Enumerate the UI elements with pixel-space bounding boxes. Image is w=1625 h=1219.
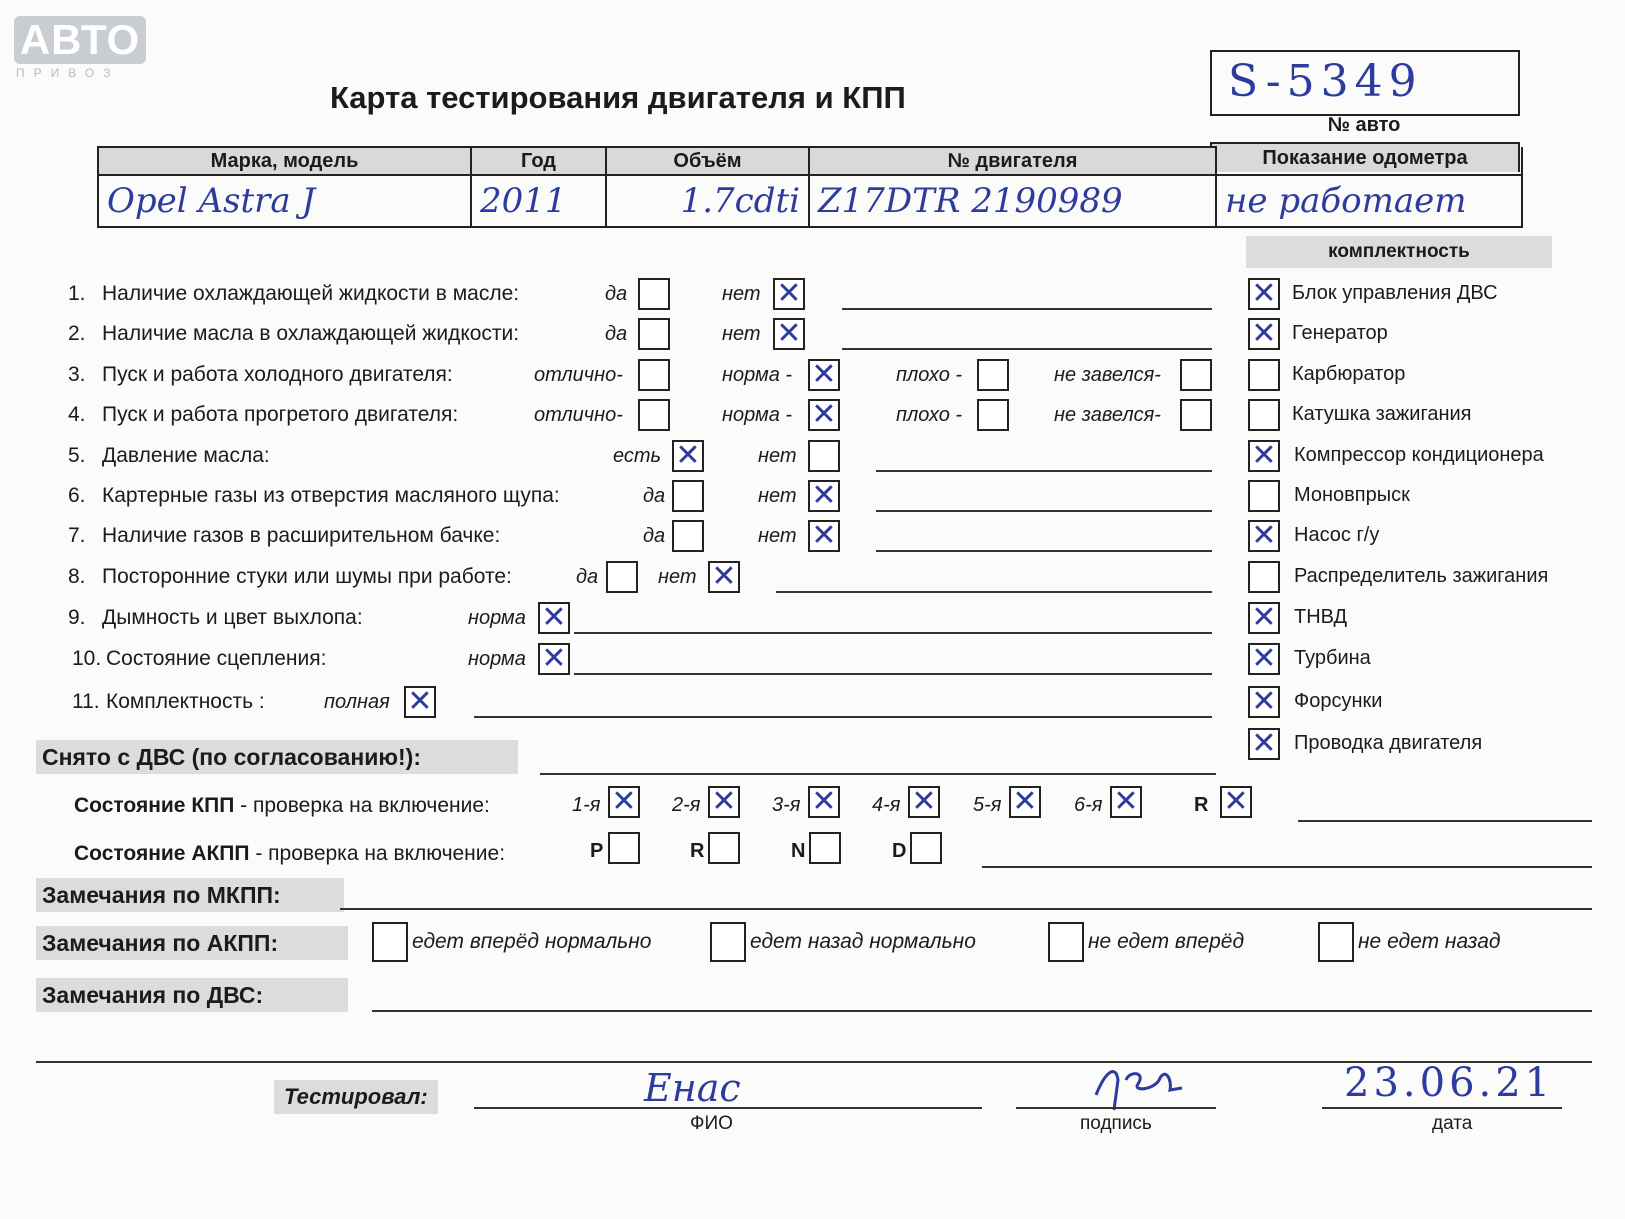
gear-label: 2-я [672,794,701,816]
komplekt-checkbox[interactable] [1248,728,1280,760]
mode-label: D [892,840,907,862]
check-box[interactable] [404,686,436,718]
komplekt-checkbox[interactable] [1248,399,1280,431]
odometer-value[interactable]: не работает [1216,175,1522,227]
gear-label: 3-я [772,794,801,816]
check-mark: ✕ [811,397,837,432]
auto-number-box[interactable] [1210,50,1520,116]
check-box[interactable] [808,520,840,552]
option-label: плохо - [896,404,963,426]
gear-checkbox[interactable] [908,786,940,818]
gear-label: 4-я [872,794,901,816]
option-label: полная [324,691,390,713]
check-num: 1. [68,282,86,305]
engine-no-value[interactable]: Z17DTR 2190989 [809,175,1216,227]
check-label: Пуск и работа холодного двигателя: [102,363,453,386]
sign-line[interactable] [1016,1107,1216,1109]
check-box[interactable] [808,480,840,512]
check-box[interactable] [1180,399,1212,431]
option-label: отлично- [534,364,623,386]
gear-checkbox[interactable] [1009,786,1041,818]
check-label: Давление масла: [102,444,270,467]
answer-line[interactable] [876,510,1212,512]
option-label: норма [468,607,526,629]
date-label: дата [1432,1113,1473,1134]
gear-label: R [1194,794,1209,816]
option-label: отлично- [534,404,623,426]
check-num: 7. [68,524,86,547]
option-label: да [643,525,666,547]
komplekt-item-label: Распределитель зажигания [1294,565,1549,587]
gear-checkbox[interactable] [808,786,840,818]
check-mark: ✕ [1251,726,1277,761]
model-value[interactable]: Opel Astra J [98,175,471,227]
kpp-line[interactable] [1298,820,1592,822]
check-num: 2. [68,322,86,345]
komplekt-item-label: Моновпрыск [1294,484,1410,506]
check-mark: ✕ [711,784,737,819]
check-mark: ✕ [541,600,567,635]
answer-line[interactable] [842,348,1212,350]
col-year: Год [471,147,606,175]
option-label: да [605,283,628,305]
check-box[interactable] [638,318,670,350]
notes-dvs-label: Замечания по ДВС: [36,978,348,1012]
komplekt-checkbox[interactable] [1248,520,1280,552]
check-label: Картерные газы из отверстия масляного щупа: [102,484,560,507]
komplekt-item-label: ТНВД [1294,606,1348,628]
notes-dvs-line[interactable] [372,1010,1592,1012]
removed-label: Снято с ДВС (по согласованию!): [36,740,518,774]
check-box[interactable] [1180,359,1212,391]
option-label: норма - [722,404,793,426]
page-title: Карта тестирования двигателя и КПП [330,80,906,115]
check-mark: ✕ [1251,316,1277,351]
removed-line[interactable] [540,773,1216,775]
gear-label: 1-я [572,794,601,816]
check-mark: ✕ [811,784,837,819]
check-label: Посторонние стуки или шумы при работе: [102,565,512,588]
check-mark: ✕ [811,357,837,392]
kpp-label: Состояние КПП - проверка на включение: [74,794,490,817]
check-mark: ✕ [1251,600,1277,635]
option-label: нет [758,485,797,507]
fio-label: ФИО [690,1113,733,1134]
option-label: да [605,323,628,345]
komplekt-checkbox[interactable] [1248,318,1280,350]
check-box[interactable] [672,520,704,552]
year-value[interactable]: 2011 [471,175,606,227]
check-num: 10. [72,647,102,670]
mode-checkbox[interactable] [809,832,841,864]
komplekt-checkbox[interactable] [1248,278,1280,310]
check-box[interactable] [672,440,704,472]
check-box[interactable] [638,278,670,310]
check-num: 4. [68,403,86,426]
check-mark: ✕ [776,276,802,311]
komplekt-checkbox[interactable] [1248,359,1280,391]
check-mark: ✕ [811,518,837,553]
check-box[interactable] [638,359,670,391]
check-num: 6. [68,484,86,507]
watermark-sub: ПРИВОЗ [16,66,120,80]
check-box[interactable] [606,561,638,593]
akpp-option-checkbox[interactable] [1318,922,1354,962]
check-mark: ✕ [1251,641,1277,676]
komplekt-item-label: Турбина [1294,647,1371,669]
col-model: Марка, модель [98,147,471,175]
check-mark: ✕ [1012,784,1038,819]
option-label: есть [613,445,662,467]
option-label: нет [658,566,697,588]
option-label: не завелся- [1054,364,1161,386]
akpp-option-checkbox[interactable] [1048,922,1084,962]
fio-line[interactable] [474,1107,982,1109]
check-label: Дымность и цвет выхлопа: [102,606,363,629]
check-num: 11. [72,690,100,713]
gear-label: 6-я [1074,794,1103,816]
check-mark: ✕ [811,478,837,513]
check-label: Наличие охлаждающей жидкости в масле: [102,282,520,305]
komplekt-checkbox[interactable] [1248,643,1280,675]
komplekt-checkbox[interactable] [1248,440,1280,472]
check-num: 8. [68,565,86,588]
volume-value[interactable]: 1.7cdti [606,175,809,227]
check-mark: ✕ [911,784,937,819]
check-mark: ✕ [407,684,433,719]
sign-label: подпись [1080,1113,1152,1134]
check-box[interactable] [773,318,805,350]
odometer-header: Показание одометра [1210,142,1520,172]
check-mark: ✕ [711,559,737,594]
check-box[interactable] [773,278,805,310]
check-mark: ✕ [1251,276,1277,311]
option-label: да [576,566,599,588]
mode-label: R [690,840,705,862]
signature-image [1086,1050,1196,1120]
akpp-option-label: едет назад нормально [750,930,976,953]
komplekt-checkbox[interactable] [1248,561,1280,593]
option-label: нет [758,445,797,467]
gear-checkbox[interactable] [708,786,740,818]
answer-line[interactable] [574,632,1212,634]
check-mark: ✕ [541,641,567,676]
date-line[interactable] [1322,1107,1562,1109]
answer-line[interactable] [842,308,1212,310]
check-box[interactable] [808,440,840,472]
col-engine-no: № двигателя [809,147,1216,175]
check-box[interactable] [977,399,1009,431]
mode-label: N [791,840,806,862]
notes-mkpp-label: Замечания по МКПП: [36,878,344,912]
vehicle-table [97,146,1523,228]
check-num: 9. [68,606,86,629]
check-box[interactable] [638,399,670,431]
komplekt-header: комплектность [1246,236,1552,268]
tested-label: Тестировал: [274,1080,438,1114]
answer-line[interactable] [876,470,1212,472]
mode-checkbox[interactable] [708,832,740,864]
akpp-option-checkbox[interactable] [710,922,746,962]
mode-checkbox[interactable] [910,832,942,864]
check-box[interactable] [708,561,740,593]
option-label: нет [722,323,761,345]
akpp-option-label: не едет вперёд [1088,930,1245,953]
check-box[interactable] [672,480,704,512]
komplekt-checkbox[interactable] [1248,686,1280,718]
option-label: нет [722,283,761,305]
check-label: Состояние сцепления: [106,647,327,670]
komplekt-item-label: Катушка зажигания [1292,403,1472,425]
auto-number-label: № авто [1327,114,1401,136]
akpp-option-label: едет вперёд нормально [412,930,652,953]
option-label: нет [758,525,797,547]
check-mark: ✕ [611,784,637,819]
notes-akpp-label: Замечания по АКПП: [36,926,348,960]
akpp-option-label: не едет назад [1358,930,1501,953]
option-label: плохо - [896,364,963,386]
komplekt-item-label: Проводка двигателя [1294,732,1483,754]
check-box[interactable] [977,359,1009,391]
option-label: норма - [722,364,793,386]
answer-line[interactable] [776,591,1212,593]
gear-checkbox[interactable] [1110,786,1142,818]
check-num: 5. [68,444,86,467]
gear-checkbox[interactable] [1220,786,1252,818]
answer-line[interactable] [876,550,1212,552]
check-label: Наличие масла в охлаждающей жидкости: [102,322,520,345]
komplekt-item-label: Компрессор кондиционера [1294,444,1544,466]
check-mark: ✕ [776,316,802,351]
check-label: Комплектность : [106,690,265,713]
check-num: 3. [68,363,86,386]
option-label: не завелся- [1054,404,1161,426]
check-box[interactable] [808,399,840,431]
option-label: да [643,485,666,507]
komplekt-item-label: Генератор [1292,322,1388,344]
check-mark: ✕ [1223,784,1249,819]
answer-line[interactable] [574,673,1212,675]
akpp-option-checkbox[interactable] [372,922,408,962]
col-volume: Объём [606,147,809,175]
check-mark: ✕ [675,438,701,473]
date-value: 23.06.21 [1344,1060,1555,1106]
akpp-label: Состояние АКПП - проверка на включение: [74,842,506,865]
mode-checkbox[interactable] [608,832,640,864]
akpp-line[interactable] [982,866,1592,868]
gear-checkbox[interactable] [608,786,640,818]
fio-value: Енас [644,1066,741,1110]
notes-mkpp-line[interactable] [340,908,1592,910]
check-label: Пуск и работа прогретого двигателя: [102,403,459,426]
auto-number-value: S-5349 [1228,56,1423,107]
komplekt-checkbox[interactable] [1248,602,1280,634]
check-mark: ✕ [1251,438,1277,473]
check-box[interactable] [538,602,570,634]
check-box[interactable] [808,359,840,391]
mode-label: P [590,840,604,862]
option-label: норма [468,648,526,670]
komplekt-item-label: Блок управления ДВС [1292,282,1498,304]
check-box[interactable] [538,643,570,675]
komplekt-item-label: Карбюратор [1292,363,1406,385]
komplekt-item-label: Насос г/у [1294,524,1380,546]
check-mark: ✕ [1251,518,1277,553]
check-mark: ✕ [1113,784,1139,819]
check-label: Наличие газов в расширительном бачке: [102,524,501,547]
gear-label: 5-я [973,794,1002,816]
komplekt-checkbox[interactable] [1248,480,1280,512]
answer-line[interactable] [474,716,1212,718]
komplekt-item-label: Форсунки [1294,690,1383,712]
watermark-logo: АВТО [14,16,146,64]
check-mark: ✕ [1251,684,1277,719]
